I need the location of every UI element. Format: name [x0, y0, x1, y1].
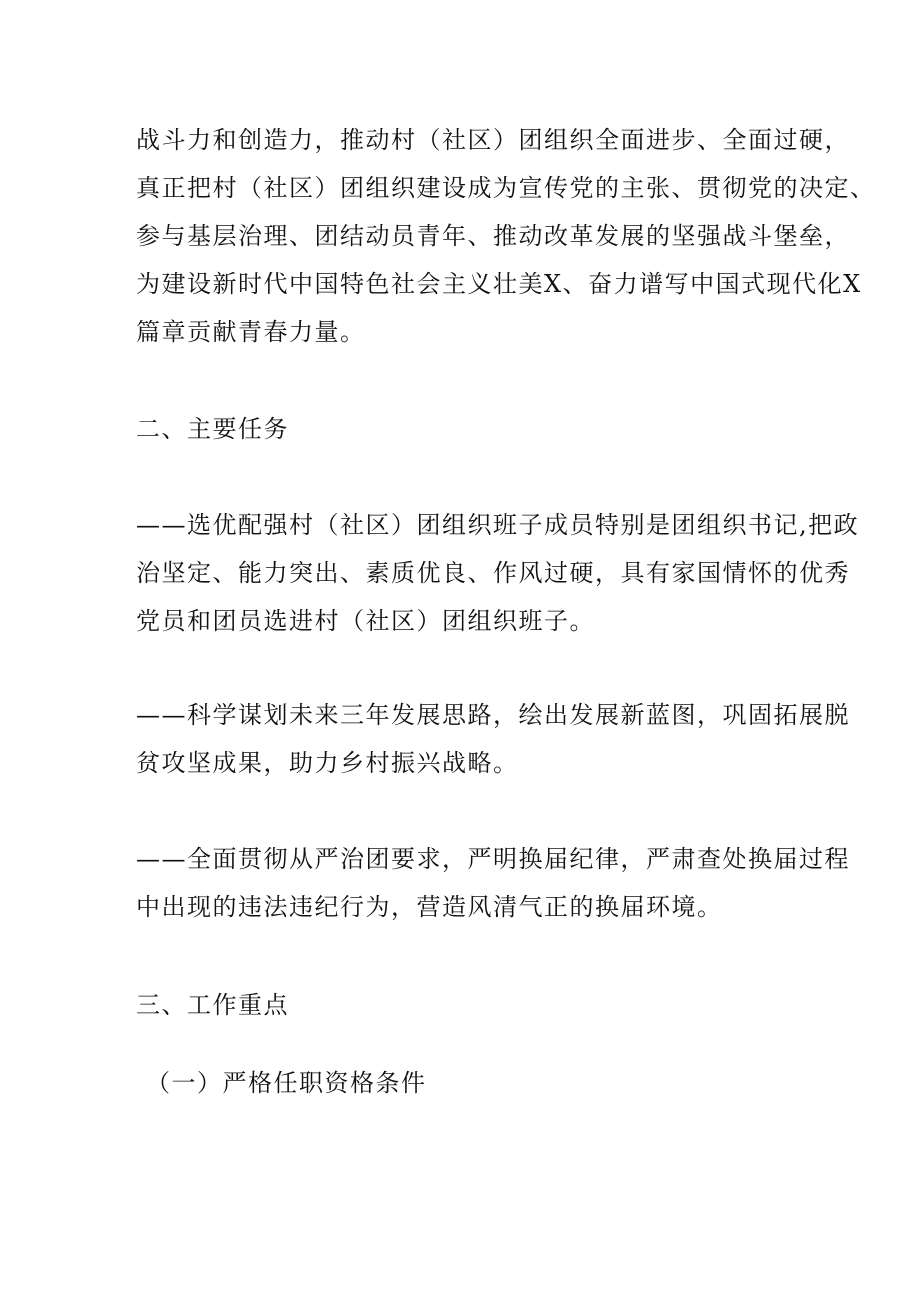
task-item-line: ——选优配强村（社区）团组织班子成员特别是团组织书记,把政	[136, 511, 860, 539]
task-item-line: 党员和团员选进村（社区）团组织班子。	[136, 607, 595, 635]
task-item-line: 贫攻坚成果，助力乡村振兴战略。	[136, 749, 519, 777]
task-item-line: 治坚定、能力突出、素质优良、作风过硬，具有家国情怀的优秀	[136, 559, 850, 587]
section-heading-main-tasks: 二、主要任务	[136, 415, 289, 443]
paragraph-line: 真正把村（社区）团组织建设成为宣传党的主张、贯彻党的决定、	[136, 174, 876, 202]
paragraph-line: 参与基层治理、团结动员青年、推动改革发展的坚强战斗堡垒，	[136, 222, 850, 250]
task-item-line: ——全面贯彻从严治团要求，严明换届纪律，严肃查处换届过程	[136, 845, 850, 873]
paragraph-line: 篇章贡献青春力量。	[136, 318, 366, 346]
paragraph-line: 战斗力和创造力，推动村（社区）团组织全面进步、全面过硬，	[136, 126, 850, 154]
task-item-line: ——科学谋划未来三年发展思路，绘出发展新蓝图，巩固拓展脱	[136, 701, 850, 729]
section-heading-work-focus: 三、工作重点	[136, 991, 289, 1019]
paragraph-line: 为建设新时代中国特色社会主义壮美X、奋力谱写中国式现代化X	[136, 270, 862, 298]
subsection-heading: （一）严格任职资格条件	[146, 1069, 427, 1097]
task-item-line: 中出现的违法违纪行为，营造风清气正的换届环境。	[136, 893, 723, 921]
